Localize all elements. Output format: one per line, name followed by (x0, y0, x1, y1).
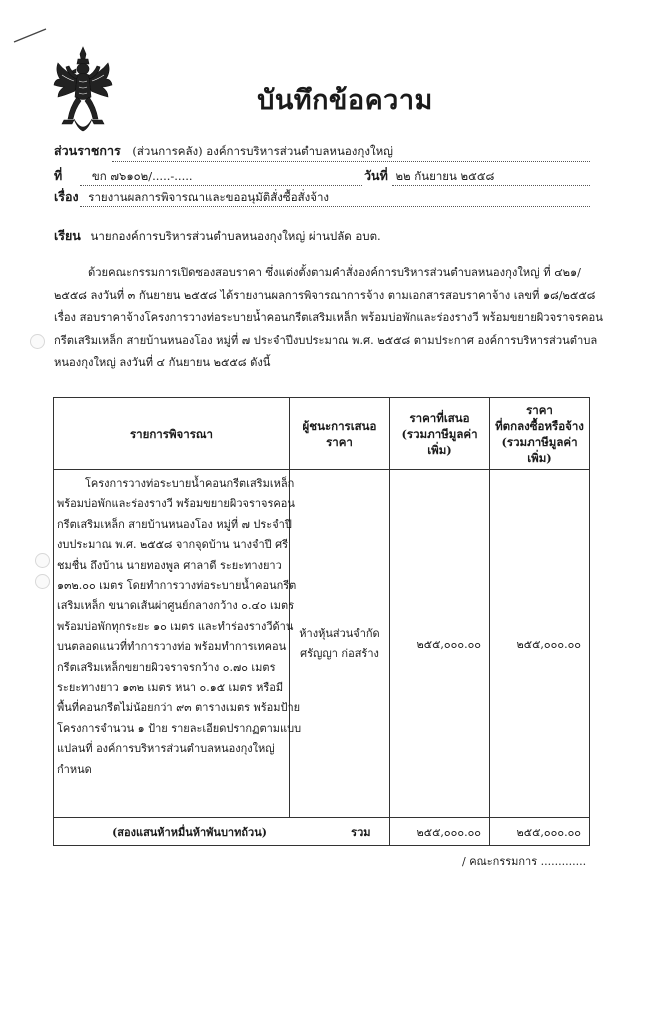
desc-line: ชมชื่น ถึงบ้าน นายทองพูล ศาลาดี ระยะทางยาว (57, 558, 282, 572)
total-label-cell (54, 818, 390, 846)
total-row (54, 818, 590, 846)
item-description (54, 470, 302, 818)
header-offer-line2: (รวมภาษีมูลค่าเพิ่ม) (401, 426, 478, 457)
punch-hole (30, 334, 45, 349)
subject-label: เรื่อง (54, 189, 79, 204)
table-header-row (54, 398, 590, 470)
winner-line1: ห้างหุ้นส่วนจำกัด (299, 626, 380, 640)
winner-cell (290, 470, 390, 818)
winner-line2: ศรัญญา ก่อสร้าง (300, 646, 379, 660)
ref-value: ขก ๗๖๑๐๒/.....-..... (91, 169, 193, 183)
punch-hole (35, 574, 50, 589)
header-winner: ผู้ชนะการเสนอราคา (290, 398, 390, 470)
to-label: เรียน (54, 228, 81, 243)
desc-line: ระยะทางยาว ๑๓๒ เมตร หนา ๐.๑๕ เมตร หรือมี (57, 681, 284, 695)
header-offer (390, 398, 490, 470)
continuation-note: / คณะกรรมการ ............. (462, 855, 587, 868)
body-line: ๒๕๕๘ ลงวันที่ ๓ กันยายน ๒๕๕๘ ได้รายงานผลการพิจารณาการจ้าง ตามเอกสารสอบราคาจ้าง เลขที่ ๑๘/๒๕๕๘ (54, 288, 596, 302)
body-line: เรื่อง สอบราคาจ้างโครงการวางท่อระบายน้ำคอนกรีตเสริมเหล็ก พร้อมบ่อพักและร่องรางวี พร้อมขยายผิวจราจรคอน (54, 311, 603, 324)
subject-row (54, 189, 329, 205)
offer-price: ๒๕๕,๐๐๐.๐๐ (390, 470, 490, 818)
desc-line: พื้นที่คอนกรีตไม่น้อยกว่า ๙๓ ตารางเมตร พร้อมป้าย (57, 701, 301, 715)
agency-value: (ส่วนการคลัง) องค์การบริหารส่วนตำบลหนองกุงใหญ่ (132, 144, 393, 158)
desc-line: เสริมเหล็ก ขนาดเส้นผ่าศูนย์กลางกว้าง ๐.๔๐ เมตร (57, 599, 295, 613)
desc-line: พร้อมบ่อพักทุกระยะ ๑๐ เมตร และทำร่องรางวีด้าน (57, 619, 294, 633)
total-label: รวม (351, 825, 371, 839)
ref-row (54, 168, 193, 184)
desc-line: โครงการจำนวน ๑ ป้าย รายละเอียดปรากฏตามแบบ (57, 721, 302, 735)
header-item: รายการพิจารณา (54, 398, 290, 470)
date-underline (392, 185, 590, 186)
desc-line: ๑๓๒.๐๐ เมตร โดยทำการวางท่อระบายน้ำคอนกรีต (57, 579, 297, 593)
body-line: ด้วยคณะกรรมการเปิดซองสอบราคา ซึ่งแต่งตั้งตามคำสั่งองค์การบริหารส่วนตำบลหนองกุงใหญ่ ที่ ๔๒๑/ (88, 266, 581, 279)
desc-line: กำหนด (57, 762, 92, 776)
header-agreed-line2: ที่ตกลงซื้อหรือจ้าง (495, 418, 584, 433)
punch-hole (35, 553, 50, 568)
agreed-price: ๒๕๕,๐๐๐.๐๐ (490, 470, 590, 818)
evaluation-table (53, 397, 590, 846)
body-line: หนองกุงใหญ่ ลงวันที่ ๔ กันยายน ๒๕๕๘ ดังนี้ (54, 356, 271, 369)
ref-underline (80, 185, 362, 186)
date-label: วันที่ (364, 168, 388, 183)
date-row (364, 168, 494, 184)
desc-line: พร้อมบ่อพักและร่องรางวี พร้อมขยายผิวจราจรคอน (57, 497, 295, 511)
desc-line: กรีตเสริมเหล็กขยายผิวจราจรกว้าง ๐.๗๐ เมตร (57, 660, 276, 674)
total-agreed: ๒๕๕,๐๐๐.๐๐ (490, 818, 590, 846)
desc-line: บนตลอดแนวที่ทำการวางท่อ พร้อมทำการเทคอน (57, 640, 287, 654)
memo-title: บันทึกข้อความ (257, 85, 433, 116)
desc-line: งบประมาณ พ.ศ. ๒๕๕๘ จากจุดบ้าน นางจำปี ศรี (57, 538, 288, 552)
body-paragraph (54, 262, 603, 375)
agency-row (54, 143, 393, 159)
ref-label: ที่ (54, 168, 63, 183)
date-value: ๒๒ กันยายน ๒๕๕๘ (395, 169, 495, 183)
total-words: (สองแสนห้าหมื่นห้าพันบาทถ้วน) (112, 825, 267, 839)
header-agreed (490, 398, 590, 470)
to-row (54, 228, 381, 244)
agency-underline (112, 161, 590, 162)
desc-line: แปลนที่ องค์การบริหารส่วนตำบลหนองกุงใหญ่ (57, 742, 275, 756)
header-agreed-line3: (รวมภาษีมูลค่าเพิ่ม) (501, 434, 578, 465)
subject-underline (80, 206, 590, 207)
to-value: นายกองค์การบริหารส่วนตำบลหนองกุงใหญ่ ผ่านปลัด อบต. (90, 229, 381, 243)
desc-line: กรีตเสริมเหล็ก สายบ้านหนองโอง หมู่ที่ ๗ ประจำปี (57, 517, 292, 531)
header-agreed-line1: ราคา (526, 402, 553, 417)
agency-label: ส่วนราชการ (54, 143, 121, 158)
header-offer-line1: ราคาที่เสนอ (409, 410, 470, 425)
body-line: กรีตเสริมเหล็ก สายบ้านหนองโอง หมู่ที่ ๗ ประจำปีงบประมาณ พ.ศ. ๒๕๕๘ ตามประกาศ องค์การบริหารส่วนตำบล (54, 333, 598, 347)
subject-value: รายงานผลการพิจารณาและขออนุมัติสั่งซื้อสั่งจ้าง (88, 190, 330, 204)
total-offer: ๒๕๕,๐๐๐.๐๐ (390, 818, 490, 846)
scan-mark (12, 26, 48, 44)
desc-line: โครงการวางท่อระบายน้ำคอนกรีตเสริมเหล็ก (85, 477, 295, 490)
table-row (54, 470, 590, 818)
